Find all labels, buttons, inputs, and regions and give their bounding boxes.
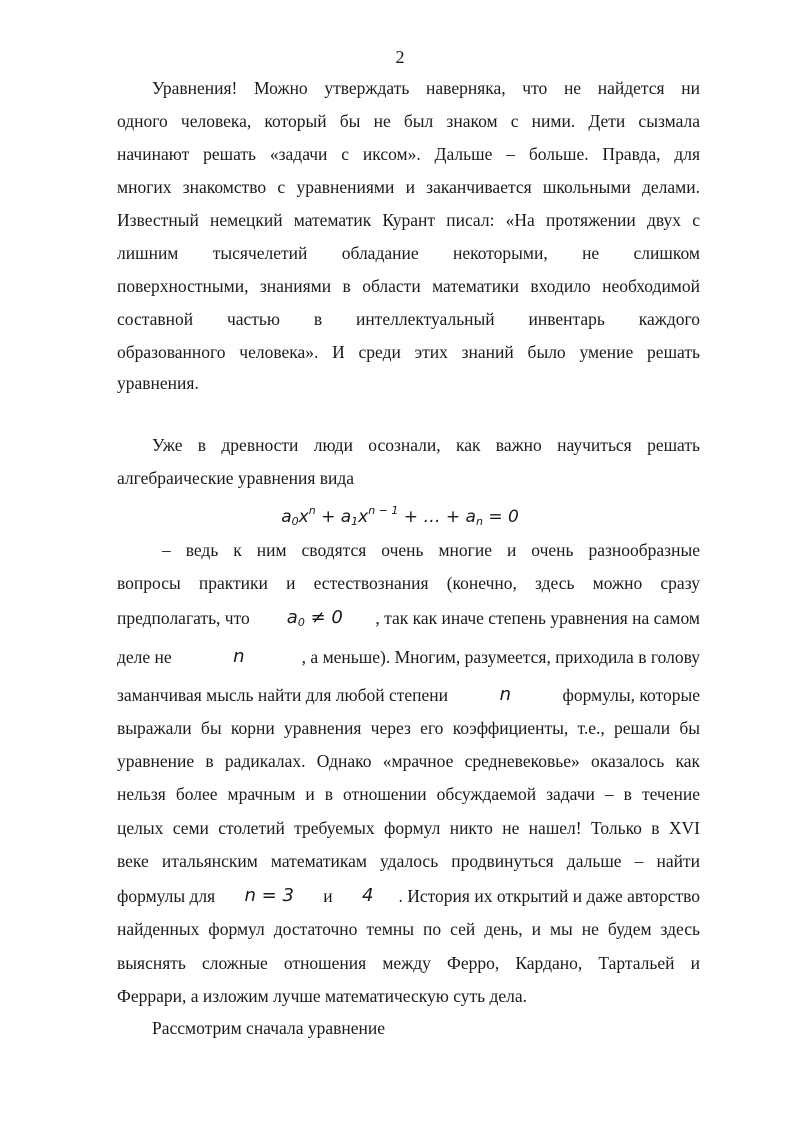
formula-an-subscript: n <box>475 515 483 528</box>
paragraph4-line-1: Рассмотрим сначала уравнение <box>152 1018 386 1038</box>
paragraph3-line-1: – ведь к ним сводятся очень многие и очень разнообразные <box>162 540 700 560</box>
p3-line11-text-mid: и <box>318 886 338 906</box>
paragraph1-line-1: Уравнения! Можно утверждать наверняка, что не найдется ни <box>152 78 700 98</box>
formula-an: a <box>465 507 476 527</box>
paragraph3-line-10: веке итальянским математикам удалось продвинуться дальше – найти <box>117 851 700 871</box>
formula-plus: + <box>315 507 341 527</box>
math-n: n <box>233 646 245 667</box>
paragraph1-line-7: поверхностными, знаниями в области математики входило необходимой <box>117 276 700 296</box>
page-number: 2 <box>395 47 405 67</box>
paragraph3-line-7: уравнение в радикалах. Однако «мрачное средневековье» оказалось как <box>117 751 700 771</box>
math-a-subscript: 0 <box>297 616 305 629</box>
formula-x2: x <box>358 507 369 527</box>
paragraph2-line-2: алгебраические уравнения вида <box>117 468 355 488</box>
formula-equals-zero: = 0 <box>482 507 519 527</box>
paragraph3-line-13: выяснять сложные отношения между Ферро, Кардано, Тартальей и <box>117 953 700 973</box>
paragraph1-line-9: образованного человека». И среди этих знаний было умение решать <box>117 342 700 362</box>
math-not-equal-zero: ≠ 0 <box>304 607 343 628</box>
paragraph1-line-5: Известный немецкий математик Курант писал: «На протяжении двух с <box>117 210 700 230</box>
paragraph1-line-10: уравнения. <box>117 373 199 393</box>
paragraph2-line-1: Уже в древности люди осознали, как важно научиться решать <box>152 435 700 455</box>
math-n-degree: n <box>499 684 511 705</box>
paragraph3-line-4 <box>117 646 700 668</box>
paragraph3-line-5 <box>117 684 700 706</box>
math-a: a <box>286 607 298 628</box>
paragraph1-line-6: лишним тысячелетий обладание некоторыми, не слишком <box>117 243 700 263</box>
polynomial-equation <box>0 500 800 533</box>
paragraph3-line-8: нельзя более мрачным и в отношении обсуждаемой задачи – в течение <box>117 784 700 804</box>
paragraph1-line-2: одного человека, который бы не был знаком с ними. Дети сызмала <box>117 111 700 131</box>
formula-x1: x <box>298 507 309 527</box>
formula-x1-exponent: n <box>308 504 316 517</box>
paragraph3-line-12: найденных формул достаточно темны по сей день, и мы не будем здесь <box>117 919 700 939</box>
formula-a1-subscript: 1 <box>351 515 359 528</box>
paragraph1-line-8: составной частью в интеллектуальный инвентарь каждого <box>117 309 700 329</box>
paragraph3-line-9: целых семи столетий требуемых формул никто не нашел! Только в XVI <box>117 818 700 838</box>
formula-x2-exponent: n − 1 <box>368 504 399 517</box>
p3-line5-text-after: формулы, которые <box>558 685 700 705</box>
paragraph3-line-2: вопросы практики и естествознания (конечно, здесь можно сразу <box>117 573 700 593</box>
paragraph3-line-6: выражали бы корни уравнения через его коэффициенты, т.е., решали бы <box>117 718 700 738</box>
formula-ellipsis: + … + <box>398 507 466 527</box>
formula-a1: a <box>340 507 352 527</box>
p3-line3-text-before: предполагать, что <box>117 608 255 628</box>
p3-line5-text-before: заманчивая мысль найти для любой степени <box>117 685 453 705</box>
p3-line4-text-before: деле не <box>117 647 177 667</box>
formula-a0: a <box>281 507 292 527</box>
paragraph3-line-11 <box>117 885 700 907</box>
math-4: 4 <box>362 885 374 906</box>
paragraph3-line-14: Феррари, а изложим лучше математическую суть дела. <box>117 986 528 1006</box>
math-n-equals-3: n = 3 <box>244 885 294 906</box>
formula-a0-subscript: 0 <box>291 515 299 528</box>
paragraph1-line-4: многих знакомство с уравнениями и заканчивается школьными делами. <box>117 177 700 197</box>
a0-not-zero-math <box>287 607 343 629</box>
p3-line4-text-after: , а меньше). Многим, разумеется, приходила в голову <box>301 647 700 667</box>
paragraph1-line-3: начинают решать «задачи с иксом». Дальше – больше. Правда, для <box>117 144 700 164</box>
paragraph3-line-3 <box>117 607 700 629</box>
p3-line11-text-after: . История их открытий и даже авторство <box>398 886 700 906</box>
p3-line11-text-before: формулы для <box>117 886 220 906</box>
p3-line3-text-after: , так как иначе степень уравнения на самом <box>375 608 700 628</box>
